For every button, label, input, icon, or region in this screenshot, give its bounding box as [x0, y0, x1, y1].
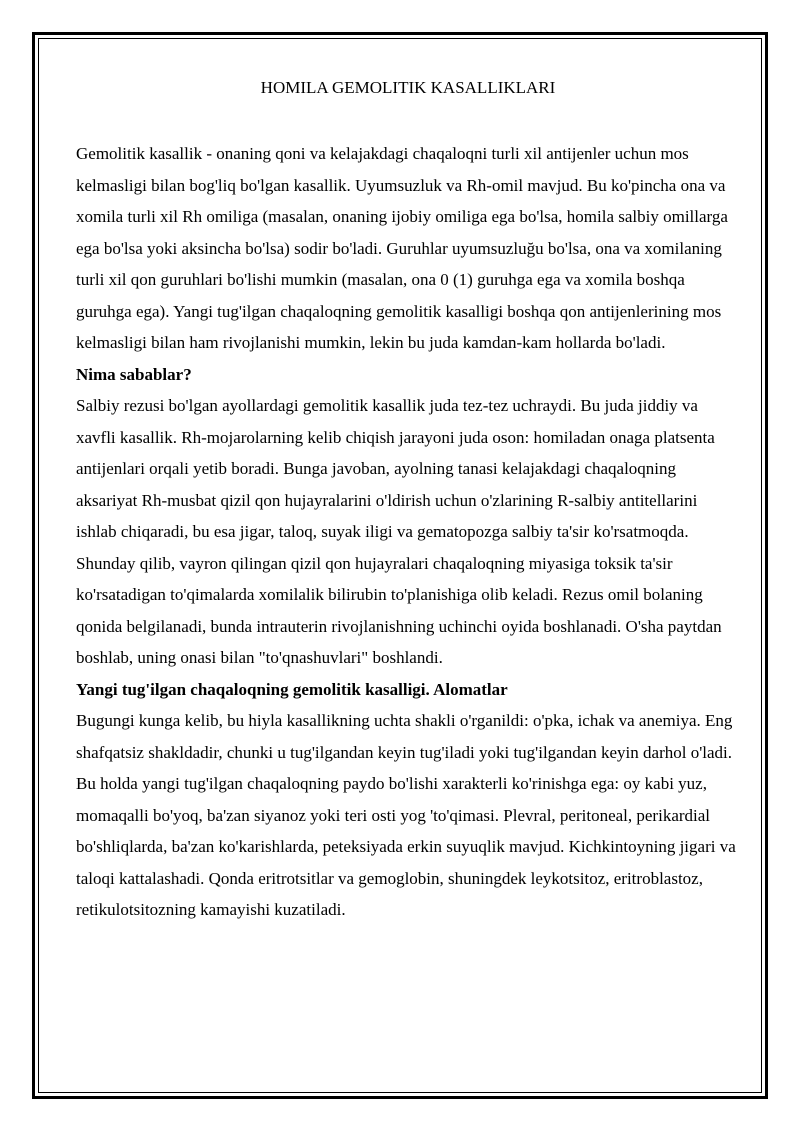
document-title: HOMILA GEMOLITIK KASALLIKLARI: [260, 78, 556, 97]
title-spacer: [76, 102, 736, 138]
heading-symptoms: Yangi tug'ilgan chaqaloqning gemolitik kasalligi. Alomatlar: [76, 679, 508, 699]
document-body: [76, 74, 736, 926]
heading-causes: Nima sabablar?: [76, 364, 192, 384]
paragraph-intro: Gemolitik kasallik - onaning qoni va kelajakdagi chaqaloqni turli xil antijenler uchun mos kelmasligi bilan bog'liq bo'lgan kasallik. Uyumsuzluk va Rh-omil mavjud. Bu ko'pincha ona va xomila turli xil Rh omiliga (masalan, onaning ijobiy omiliga ega bo'lsa, homila salbiy omillarga ega bo'lsa yoki aksincha bo'lsa) sodir bo'ladi. Guruhlar uyumsuzluğu bo'lsa, ona va xomilaning turli xil qon guruhlari bo'lishi mumkin (masalan, ona 0 (1) guruhga ega va xomila boshqa guruhga ega). Yangi tug'ilgan chaqaloqning gemolitik kasalligi boshqa qon antijenlerining mos kelmasligi bilan ham rivojlanishi mumkin, lekin bu juda kamdan-kam hollarda bo'ladi.: [76, 144, 728, 352]
paragraph-causes: Salbiy rezusi bo'lgan ayollardagi gemolitik kasallik juda tez-tez uchraydi. Bu juda jiddiy va xavfli kasallik. Rh-mojarolarning kelib chiqish jarayoni juda oson: homiladan onaga platsenta antijenlari orqali yetib boradi. Bunga javoban, ayolning tanasi kelajakdagi chaqaloqning aksariyat Rh-musbat qizil qon hujayralarini o'ldirish uchun o'zlarining R-salbiy antitellarini ishlab chiqaradi, bu esa jigar, taloq, suyak iligi va gematopozga salbiy ta'sir ko'rsatmoqda. Shunday qilib, vayron qilingan qizil qon hujayralari chaqaloqning miyasiga toksik ta'sir ko'rsatadigan to'qimalarda xomilalik bilirubin to'planishiga olib keladi. Rezus omil bolaning qonida belgilanadi, bunda intrauterin rivojlanishning uchinchi oyida boshlanadi. O'sha paytdan boshlab, uning onasi bilan "to'qnashuvlari" boshlandi.: [76, 396, 722, 667]
paragraph-symptoms: Bugungi kunga kelib, bu hiyla kasallikning uchta shakli o'rganildi: o'pka, ichak va anemiya. Eng shafqatsiz shakldadir, chunki u tug'ilgandan keyin tug'iladi yoki tug'ilgandan keyin darhol o'ladi. Bu holda yangi tug'ilgan chaqaloqning paydo bo'lishi xarakterli ko'rinishga ega: oy kabi yuz, momaqalli bo'yoq, ba'zan siyanoz yoki teri osti yog 'to'qimasi. Plevral, peritoneal, perikardial bo'shliqlarda, ba'zan ko'karishlarda, peteksiyada erkin suyuqlik mavjud. Kichkintoyning jigari va taloqi kattalashadi. Qonda eritrotsitlar va gemoglobin, shuningdek leykotsitoz, eritroblastoz, retikulotsitozning kamayishi kuzatiladi.: [76, 711, 736, 919]
